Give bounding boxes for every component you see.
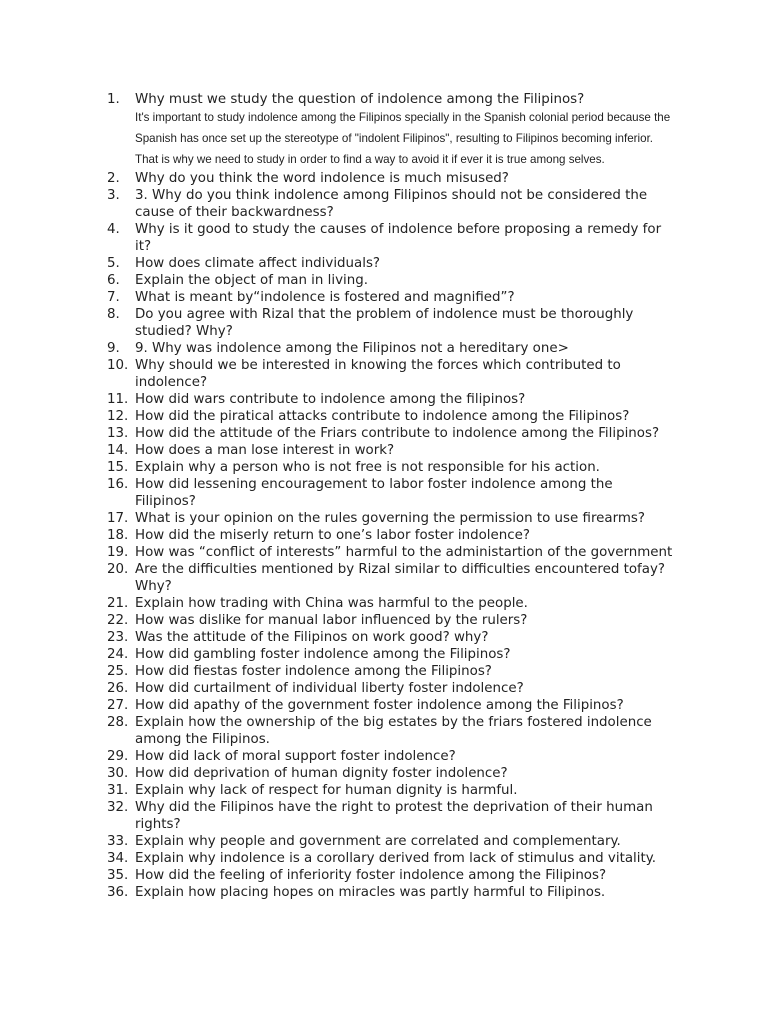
item-number: 30.	[107, 766, 129, 781]
item-number: 23.	[107, 630, 129, 645]
list-item	[107, 697, 677, 714]
question-text: Explain why people and government are correlated and complementary.	[135, 834, 621, 849]
list-item	[107, 629, 677, 646]
question-text: How did the feeling of inferiority foster indolence among the Filipinos?	[135, 868, 607, 883]
item-number: 13.	[107, 426, 129, 441]
item-number: 22.	[107, 613, 129, 628]
question-text: What is meant by“indolence is fostered and magnified”?	[135, 290, 515, 305]
question-text: How was “conflict of interests” harmful to the administartion of the government	[135, 545, 673, 560]
list-item	[107, 663, 677, 680]
item-number: 3.	[107, 188, 120, 203]
question-text: How did lack of moral support foster indolence?	[135, 749, 456, 764]
item-number: 14.	[107, 443, 129, 458]
question-text: Was the attitude of the Filipinos on work good? why?	[135, 630, 489, 645]
item-number: 10.	[107, 358, 129, 373]
list-item	[107, 527, 677, 544]
question-text: How did the piratical attacks contribute to indolence among the Filipinos?	[135, 409, 630, 424]
list-item	[107, 306, 677, 340]
question-text: 3. Why do you think indolence among Filipinos should not be considered the cause of their backwardness?	[135, 188, 648, 220]
item-number: 31.	[107, 783, 129, 798]
question-text: 9. Why was indolence among the Filipinos not a hereditary one>	[135, 341, 569, 356]
item-number: 15.	[107, 460, 129, 475]
item-number: 25.	[107, 664, 129, 679]
question-text: Explain the object of man in living.	[135, 273, 368, 288]
list-item	[107, 255, 677, 272]
item-number: 33.	[107, 834, 129, 849]
list-item	[107, 544, 677, 561]
question-text: How did the miserly return to one’s labor foster indolence?	[135, 528, 530, 543]
question-text: How did deprivation of human dignity foster indolence?	[135, 766, 508, 781]
item-number: 17.	[107, 511, 129, 526]
item-number: 11.	[107, 392, 129, 407]
list-item	[107, 442, 677, 459]
item-number: 36.	[107, 885, 129, 900]
item-number: 32.	[107, 800, 129, 815]
item-number: 4.	[107, 222, 120, 237]
list-item	[107, 884, 677, 901]
list-item	[107, 646, 677, 663]
question-text: How did wars contribute to indolence among the filipinos?	[135, 392, 526, 407]
list-item	[107, 221, 677, 255]
item-number: 24.	[107, 647, 129, 662]
list-item	[107, 782, 677, 799]
question-text: Why did the Filipinos have the right to protest the deprivation of their human rights?	[135, 800, 653, 832]
item-number: 16.	[107, 477, 129, 492]
question-text: How does climate affect individuals?	[135, 256, 381, 271]
item-number: 34.	[107, 851, 129, 866]
list-item	[107, 170, 677, 187]
item-number: 9.	[107, 341, 120, 356]
list-item	[107, 425, 677, 442]
list-item	[107, 340, 677, 357]
question-text: How did gambling foster indolence among the Filipinos?	[135, 647, 511, 662]
list-item	[107, 595, 677, 612]
question-text: Explain how the ownership of the big estates by the friars fostered indolence among the Filipinos.	[135, 715, 652, 747]
list-item	[107, 357, 677, 391]
question-text: Why should we be interested in knowing the forces which contributed to indolence?	[135, 358, 621, 390]
item-number: 7.	[107, 290, 120, 305]
question-text: Why is it good to study the causes of indolence before proposing a remedy for it?	[135, 222, 662, 254]
list-item	[107, 833, 677, 850]
item-number: 20.	[107, 562, 129, 577]
question-text: Explain why a person who is not free is not responsible for his action.	[135, 460, 600, 475]
question-text: Do you agree with Rizal that the problem of indolence must be thoroughly studied? Why?	[135, 307, 634, 339]
item-number: 1.	[107, 92, 120, 107]
list-item	[107, 680, 677, 697]
answer-text: It's important to study indolence among the Filipinos specially in the Spanish colonial period because the Spanish has once set up the stereotype of "indolent Filipinos", resulting to Filipinos becoming inferior. That is why we need to study in order to find a way to avoid it if ever it is true among selves.	[135, 111, 671, 166]
item-number: 29.	[107, 749, 129, 764]
list-item	[107, 408, 677, 425]
question-text: Are the difficulties mentioned by Rizal similar to difficulties encountered tofay? Why?	[135, 562, 665, 594]
question-text: What is your opinion on the rules governing the permission to use firearms?	[135, 511, 646, 526]
list-item	[107, 850, 677, 867]
item-number: 8.	[107, 307, 120, 322]
list-item	[107, 561, 677, 595]
question-text: Explain why lack of respect for human dignity is harmful.	[135, 783, 518, 798]
question-text: How did the attitude of the Friars contribute to indolence among the Filipinos?	[135, 426, 660, 441]
question-text: How did lessening encouragement to labor foster indolence among the Filipinos?	[135, 477, 613, 509]
list-item	[107, 799, 677, 833]
item-number: 12.	[107, 409, 129, 424]
item-number: 5.	[107, 256, 120, 271]
list-item	[107, 289, 677, 306]
item-number: 26.	[107, 681, 129, 696]
list-item	[107, 459, 677, 476]
list-item	[107, 867, 677, 884]
list-item	[107, 748, 677, 765]
list-item	[107, 612, 677, 629]
question-text: Explain why indolence is a corollary derived from lack of stimulus and vitality.	[135, 851, 656, 866]
question-text: Why do you think the word indolence is much misused?	[135, 171, 509, 186]
question-text: How does a man lose interest in work?	[135, 443, 395, 458]
list-item	[107, 91, 677, 170]
question-list	[107, 91, 677, 901]
item-number: 18.	[107, 528, 129, 543]
list-item	[107, 476, 677, 510]
list-item	[107, 510, 677, 527]
item-number: 19.	[107, 545, 129, 560]
item-number: 28.	[107, 715, 129, 730]
question-text: Why must we study the question of indolence among the Filipinos?	[135, 92, 585, 107]
list-item	[107, 391, 677, 408]
item-number: 21.	[107, 596, 129, 611]
item-number: 6.	[107, 273, 120, 288]
list-item	[107, 187, 677, 221]
question-text: How did apathy of the government foster indolence among the Filipinos?	[135, 698, 624, 713]
question-text: Explain how placing hopes on miracles was partly harmful to Filipinos.	[135, 885, 606, 900]
question-text: How did curtailment of individual liberty foster indolence?	[135, 681, 524, 696]
question-text: Explain how trading with China was harmful to the people.	[135, 596, 528, 611]
question-text: How was dislike for manual labor influenced by the rulers?	[135, 613, 528, 628]
question-text: How did fiestas foster indolence among the Filipinos?	[135, 664, 492, 679]
item-number: 2.	[107, 171, 120, 186]
item-number: 35.	[107, 868, 129, 883]
item-number: 27.	[107, 698, 129, 713]
list-item	[107, 714, 677, 748]
list-item	[107, 272, 677, 289]
list-item	[107, 765, 677, 782]
